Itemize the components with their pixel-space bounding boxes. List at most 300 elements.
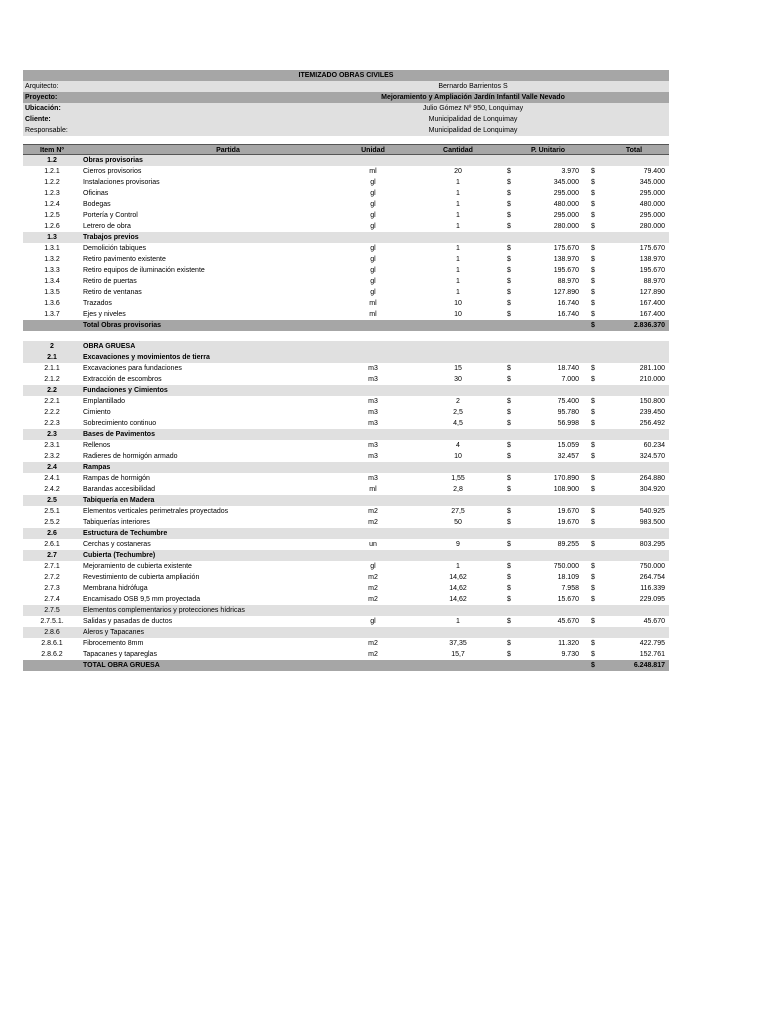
- item-total: 264.754: [639, 574, 665, 581]
- item-number: 2.6.1: [44, 541, 60, 548]
- item-number: 1.2.2: [44, 179, 60, 186]
- item-unit: gl: [370, 278, 376, 285]
- info-value: Municipalidad de Lonquimay: [428, 127, 518, 134]
- col-punitario: P. Unitario: [530, 147, 566, 154]
- currency-sign: $: [591, 574, 595, 581]
- item-unit-price: 280.000: [553, 223, 579, 230]
- item-unit-price: 345.000: [553, 179, 579, 186]
- info-value: Mejoramiento y Ampliación Jardín Infantil Valle Nevado: [381, 94, 565, 101]
- item-unit-price: 108.900: [553, 486, 579, 493]
- item-description: Cerchas y costaneras: [83, 541, 151, 548]
- item-total: 803.295: [639, 541, 665, 548]
- currency-sign: $: [591, 223, 595, 230]
- item-total: 210.000: [639, 376, 665, 383]
- currency-sign: $: [591, 563, 595, 570]
- section-title: Tabiquería en Madera: [83, 497, 155, 504]
- table-row: [23, 594, 669, 605]
- item-unit: ml: [369, 486, 377, 493]
- currency-sign: $: [507, 618, 511, 625]
- currency-sign: $: [507, 574, 511, 581]
- item-quantity: 1: [456, 278, 460, 285]
- currency-sign: $: [507, 168, 511, 175]
- currency-sign: $: [507, 541, 511, 548]
- item-description: Barandas accesibilidad: [83, 486, 155, 493]
- item-quantity: 1,55: [451, 475, 465, 482]
- table-row: [23, 407, 669, 418]
- item-quantity: 2,5: [453, 409, 463, 416]
- section-row: [23, 495, 669, 506]
- currency-sign: $: [507, 223, 511, 230]
- currency-sign: $: [507, 596, 511, 603]
- item-number: 2.4.1: [44, 475, 60, 482]
- info-value: Julio Gómez Nº 950, Lonquimay: [422, 105, 524, 112]
- item-unit-price: 19.670: [557, 508, 579, 515]
- item-quantity: 10: [454, 453, 462, 460]
- table-row: [23, 199, 669, 210]
- budget-sheet: [23, 70, 669, 671]
- item-number: 2.7.2: [44, 574, 60, 581]
- item-unit: m3: [368, 442, 378, 449]
- currency-sign: $: [507, 256, 511, 263]
- currency-sign: $: [591, 245, 595, 252]
- item-total: 195.670: [639, 267, 665, 274]
- item-unit-price: 56.998: [557, 420, 579, 427]
- item-unit: ml: [369, 300, 377, 307]
- item-number: 1.2.1: [44, 168, 60, 175]
- item-total: 540.925: [639, 508, 665, 515]
- item-number: 2.3: [47, 431, 57, 438]
- currency-sign: $: [591, 618, 595, 625]
- info-label: Cliente:: [25, 116, 51, 123]
- item-quantity: 1: [456, 245, 460, 252]
- currency-sign: $: [507, 267, 511, 274]
- currency-sign: $: [507, 442, 511, 449]
- currency-sign: $: [507, 563, 511, 570]
- currency-sign: $: [591, 486, 595, 493]
- item-total: 138.970: [639, 256, 665, 263]
- currency-sign: $: [507, 278, 511, 285]
- item-total: 324.570: [639, 453, 665, 460]
- currency-sign: $: [507, 190, 511, 197]
- currency-sign: $: [591, 398, 595, 405]
- item-total: 750.000: [639, 563, 665, 570]
- currency-sign: $: [507, 519, 511, 526]
- item-unit: m3: [368, 475, 378, 482]
- item-unit: m3: [368, 409, 378, 416]
- item-total: 256.492: [639, 420, 665, 427]
- section-title: Trabajos previos: [83, 234, 139, 241]
- item-quantity: 1: [456, 256, 460, 263]
- table-row: [23, 363, 669, 374]
- item-unit-price: 127.890: [553, 289, 579, 296]
- item-unit-price: 88.970: [557, 278, 579, 285]
- section-row: [23, 352, 669, 363]
- currency-sign: $: [507, 475, 511, 482]
- currency-sign: $: [507, 245, 511, 252]
- currency-sign: $: [591, 420, 595, 427]
- spacer-row: [23, 331, 669, 341]
- table-row: [23, 484, 669, 495]
- chapter-row: [23, 341, 669, 352]
- item-unit: ml: [369, 311, 377, 318]
- item-unit-price: 19.670: [557, 519, 579, 526]
- item-number: 2.4: [47, 464, 57, 471]
- item-quantity: 27,5: [451, 508, 465, 515]
- currency-sign: $: [591, 409, 595, 416]
- item-unit-price: 7.000: [561, 376, 579, 383]
- item-number: 2.1: [47, 354, 57, 361]
- currency-sign: $: [591, 453, 595, 460]
- currency-sign: $: [591, 596, 595, 603]
- item-quantity: 1: [456, 212, 460, 219]
- item-number: 1.2: [47, 157, 57, 164]
- table-row: [23, 166, 669, 177]
- section-title: Obras provisorias: [83, 157, 143, 164]
- item-total: 79.400: [643, 168, 665, 175]
- section-title: Elementos complementarios y protecciones hídricas: [83, 607, 245, 614]
- table-row: [23, 517, 669, 528]
- item-number: 2.3.1: [44, 442, 60, 449]
- item-description: Instalaciones provisorias: [83, 179, 160, 186]
- item-unit: m2: [368, 508, 378, 515]
- item-total: 983.500: [639, 519, 665, 526]
- item-quantity: 14,62: [449, 596, 467, 603]
- section-row: [23, 155, 669, 166]
- table-row: [23, 276, 669, 287]
- item-unit-price: 32.457: [557, 453, 579, 460]
- currency-sign: $: [507, 398, 511, 405]
- item-total: 304.920: [639, 486, 665, 493]
- item-total: 116.339: [640, 585, 665, 592]
- item-quantity: 15: [454, 365, 462, 372]
- item-number: 2.8.6.1: [41, 640, 63, 647]
- item-unit: m2: [368, 651, 378, 658]
- section-row: [23, 462, 669, 473]
- col-cantidad: Cantidad: [443, 147, 473, 154]
- item-total: 281.100: [639, 365, 665, 372]
- item-description: Retiro pavimento existente: [83, 256, 166, 263]
- item-total: 295.000: [639, 212, 665, 219]
- currency-sign: $: [591, 585, 595, 592]
- item-unit: gl: [370, 245, 376, 252]
- info-value: Municipalidad de Lonquimay: [428, 116, 518, 123]
- table-row: [23, 309, 669, 320]
- currency-sign: $: [507, 585, 511, 592]
- item-unit: gl: [370, 289, 376, 296]
- item-quantity: 1: [456, 190, 460, 197]
- currency-sign: $: [591, 519, 595, 526]
- item-unit-price: 750.000: [553, 563, 579, 570]
- section-title: Rampas: [83, 464, 111, 471]
- item-description: Bodegas: [83, 201, 111, 208]
- item-quantity: 1: [456, 618, 460, 625]
- table-row: [23, 539, 669, 550]
- item-number: 2.2: [47, 387, 57, 394]
- item-unit: gl: [370, 267, 376, 274]
- currency-sign: $: [591, 640, 595, 647]
- currency-sign: $: [507, 651, 511, 658]
- item-number: 1.3.6: [44, 300, 60, 307]
- item-quantity: 2: [456, 398, 460, 405]
- sheet-title: ITEMIZADO OBRAS CIVILES: [298, 72, 394, 79]
- item-unit-price: 295.000: [553, 190, 579, 197]
- item-unit-price: 480.000: [553, 201, 579, 208]
- currency-sign: $: [591, 289, 595, 296]
- item-unit: un: [369, 541, 377, 548]
- item-total: 175.670: [639, 245, 665, 252]
- currency-sign: $: [591, 376, 595, 383]
- item-unit: m3: [368, 453, 378, 460]
- currency-sign: $: [591, 168, 595, 175]
- total-label: TOTAL OBRA GRUESA: [83, 662, 160, 669]
- item-unit-price: 89.255: [557, 541, 579, 548]
- currency-sign: $: [591, 201, 595, 208]
- section-title: Estructura de Techumbre: [83, 530, 168, 537]
- section-title: Excavaciones y movimientos de tierra: [83, 354, 210, 361]
- item-unit: gl: [370, 201, 376, 208]
- item-quantity: 37,35: [449, 640, 467, 647]
- table-row: [23, 418, 669, 429]
- item-number: 1.3.3: [44, 267, 60, 274]
- item-total: 88.970: [643, 278, 665, 285]
- col-unidad: Unidad: [361, 147, 385, 154]
- currency-sign: $: [591, 651, 595, 658]
- currency-sign: $: [507, 179, 511, 186]
- currency-sign: $: [591, 212, 595, 219]
- item-description: Emplantillado: [83, 398, 126, 405]
- currency-sign: $: [591, 475, 595, 482]
- item-number: 2.6: [47, 530, 57, 537]
- item-description: Fibrocemento 8mm: [83, 640, 144, 647]
- info-label: Ubicación:: [25, 105, 61, 112]
- table-row: [23, 649, 669, 660]
- currency-sign: $: [507, 508, 511, 515]
- item-quantity: 10: [454, 311, 462, 318]
- item-unit-price: 16.740: [557, 311, 579, 318]
- item-description: Revestimiento de cubierta ampliación: [83, 574, 200, 581]
- total-value: 6.248.817: [633, 662, 665, 669]
- table-row: [23, 298, 669, 309]
- item-unit-price: 3.970: [561, 168, 579, 175]
- item-number: 2: [50, 343, 54, 350]
- currency-sign: $: [591, 300, 595, 307]
- item-description: Letrero de obra: [83, 223, 131, 230]
- table-row: [23, 583, 669, 594]
- item-description: Radieres de hormigón armado: [83, 453, 178, 460]
- currency-sign: $: [591, 541, 595, 548]
- currency-sign: $: [507, 289, 511, 296]
- table-row: [23, 506, 669, 517]
- item-description: Mejoramiento de cubierta existente: [83, 563, 192, 570]
- item-total: 480.000: [639, 201, 665, 208]
- section-title: Aleros y Tapacanes: [83, 629, 144, 636]
- item-description: Membrana hidrófuga: [83, 585, 148, 592]
- item-description: Extracción de escombros: [83, 376, 162, 383]
- item-unit: gl: [370, 212, 376, 219]
- item-total: 264.880: [639, 475, 665, 482]
- project-info: [23, 81, 669, 136]
- item-total: 150.800: [639, 398, 665, 405]
- item-description: Tabiquerías interiores: [83, 519, 150, 526]
- item-unit-price: 195.670: [553, 267, 579, 274]
- item-number: 1.2.4: [44, 201, 60, 208]
- table-row: [23, 243, 669, 254]
- table-row: [23, 572, 669, 583]
- item-description: Salidas y pasadas de ductos: [83, 618, 173, 625]
- sheet-title-bar: [23, 70, 669, 81]
- item-quantity: 2,8: [453, 486, 463, 493]
- table-row: [23, 287, 669, 298]
- currency-sign: $: [591, 278, 595, 285]
- table-row: [23, 440, 669, 451]
- currency-sign: $: [507, 212, 511, 219]
- item-unit: m2: [368, 574, 378, 581]
- currency-sign: $: [507, 311, 511, 318]
- item-total: 167.400: [639, 300, 665, 307]
- section-row: [23, 528, 669, 539]
- item-unit-price: 170.890: [553, 475, 579, 482]
- info-row: [23, 125, 669, 136]
- item-unit-price: 138.970: [553, 256, 579, 263]
- item-number: 1.3: [47, 234, 57, 241]
- item-quantity: 50: [454, 519, 462, 526]
- item-unit-price: 95.780: [557, 409, 579, 416]
- section-row: [23, 429, 669, 440]
- item-quantity: 14,62: [449, 574, 467, 581]
- table-row: [23, 638, 669, 649]
- item-total: 127.890: [639, 289, 665, 296]
- item-number: 1.2.5: [44, 212, 60, 219]
- subsection-row: [23, 605, 669, 616]
- currency-sign: $: [507, 420, 511, 427]
- item-unit-price: 18.740: [557, 365, 579, 372]
- currency-sign: $: [591, 190, 595, 197]
- subsection-row: [23, 627, 669, 638]
- item-quantity: 14,62: [449, 585, 467, 592]
- item-unit: m2: [368, 585, 378, 592]
- table-row: [23, 396, 669, 407]
- item-total: 45.670: [643, 618, 665, 625]
- section-title: Cubierta (Techumbre): [83, 552, 156, 559]
- info-label: Responsable:: [25, 127, 68, 134]
- item-unit-price: 7.958: [561, 585, 579, 592]
- item-number: 2.7.3: [44, 585, 60, 592]
- item-quantity: 1: [456, 289, 460, 296]
- item-description: Demolición tabiques: [83, 245, 147, 252]
- currency-sign: $: [591, 662, 595, 669]
- item-number: 2.5.2: [44, 519, 60, 526]
- item-total: 280.000: [639, 223, 665, 230]
- item-number: 1.2.3: [44, 190, 60, 197]
- item-number: 2.7: [47, 552, 57, 559]
- item-quantity: 1: [456, 201, 460, 208]
- item-total: 229.095: [639, 596, 665, 603]
- table-header: [23, 144, 669, 155]
- item-number: 2.5.1: [44, 508, 60, 515]
- item-description: Ejes y niveles: [83, 311, 126, 318]
- section-title: Fundaciones y Cimientos: [83, 387, 168, 394]
- item-unit: gl: [370, 256, 376, 263]
- table-row: [23, 210, 669, 221]
- item-unit-price: 11.320: [558, 640, 579, 647]
- item-number: 2.4.2: [44, 486, 60, 493]
- item-description: Retiro equipos de iluminación existente: [83, 267, 205, 274]
- section-row: [23, 385, 669, 396]
- item-number: 2.8.6.2: [41, 651, 63, 658]
- item-description: Tapacanes y tapareglas: [83, 651, 157, 658]
- item-unit: m3: [368, 365, 378, 372]
- item-unit: gl: [370, 223, 376, 230]
- item-unit: gl: [370, 563, 376, 570]
- item-total: 295.000: [639, 190, 665, 197]
- currency-sign: $: [507, 365, 511, 372]
- item-unit: m2: [368, 640, 378, 647]
- item-number: 2.2.3: [44, 420, 60, 427]
- item-quantity: 4: [456, 442, 460, 449]
- currency-sign: $: [507, 409, 511, 416]
- currency-sign: $: [591, 179, 595, 186]
- total-value: 2.836.370: [633, 322, 665, 329]
- info-label: Proyecto:: [25, 94, 58, 101]
- item-description: Cierros provisorios: [83, 168, 142, 175]
- table-body: [23, 155, 669, 671]
- item-total: 239.450: [639, 409, 665, 416]
- section-title: OBRA GRUESA: [83, 343, 136, 350]
- total-row: [23, 660, 669, 671]
- currency-sign: $: [507, 376, 511, 383]
- item-unit: gl: [370, 618, 376, 625]
- table-row: [23, 254, 669, 265]
- item-description: Oficinas: [83, 190, 109, 197]
- item-number: 2.1.2: [44, 376, 60, 383]
- table-row: [23, 221, 669, 232]
- item-quantity: 4,5: [453, 420, 463, 427]
- currency-sign: $: [591, 508, 595, 515]
- item-total: 60.234: [643, 442, 665, 449]
- item-unit-price: 18.109: [557, 574, 579, 581]
- item-quantity: 30: [454, 376, 462, 383]
- item-quantity: 9: [456, 541, 460, 548]
- currency-sign: $: [591, 267, 595, 274]
- table-row: [23, 374, 669, 385]
- item-unit-price: 175.670: [553, 245, 579, 252]
- item-description: Sobrecimiento continuo: [83, 420, 157, 427]
- info-row: [23, 114, 669, 125]
- item-description: Retiro de ventanas: [83, 289, 142, 296]
- item-quantity: 1: [456, 267, 460, 274]
- currency-sign: $: [507, 486, 511, 493]
- item-unit-price: 9.730: [561, 651, 579, 658]
- item-number: 1.3.5: [44, 289, 60, 296]
- item-unit: m2: [368, 596, 378, 603]
- info-row: [23, 103, 669, 114]
- item-number: 2.8.6: [44, 629, 60, 636]
- item-description: Elementos verticales perimetrales proyectados: [83, 508, 229, 515]
- item-unit: m2: [368, 519, 378, 526]
- currency-sign: $: [591, 322, 595, 329]
- item-description: Rellenos: [83, 442, 111, 449]
- item-unit-price: 45.670: [557, 618, 579, 625]
- item-unit: m3: [368, 376, 378, 383]
- item-unit-price: 15.670: [557, 596, 579, 603]
- item-number: 2.7.5: [44, 607, 60, 614]
- currency-sign: $: [591, 256, 595, 263]
- item-number: 2.7.5.1.: [40, 618, 64, 625]
- item-unit: m3: [368, 420, 378, 427]
- item-total: 167.400: [639, 311, 665, 318]
- item-number: 1.2.6: [44, 223, 60, 230]
- table-row: [23, 473, 669, 484]
